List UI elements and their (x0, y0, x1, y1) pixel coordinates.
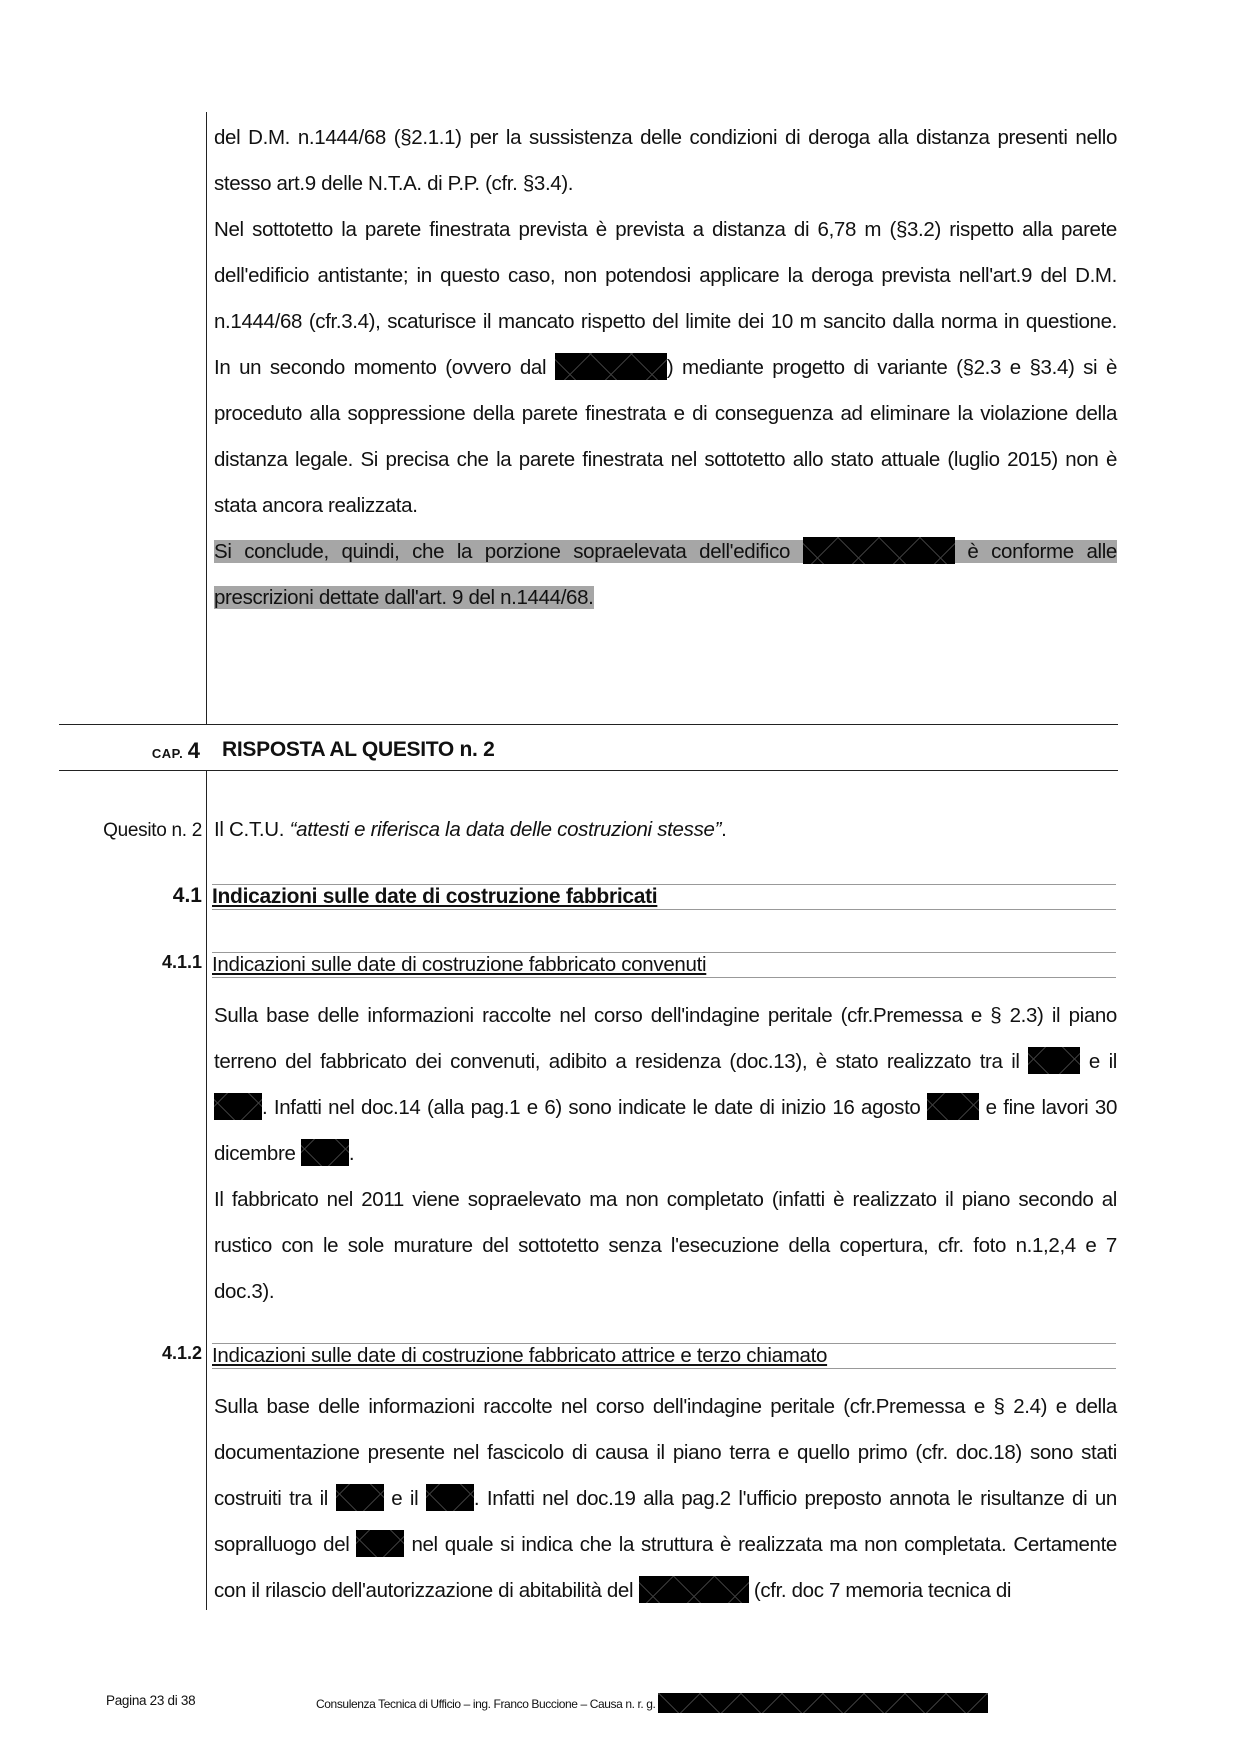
paragraph-attrice-dates (214, 1384, 1117, 1614)
paragraph-text: (cfr. doc 7 memoria tecnica di (748, 1579, 1012, 1602)
paragraph-text: Sulla base delle informazioni raccolte nel corso dell'indagine peritale (cfr.Premessa e § 2.4) e della documentazione presente nel fascicolo di causa il piano terra e quello primo (cfr. doc.18) sono stati costruiti tra il (214, 1395, 1117, 1510)
paragraph-text: Sulla base delle informazioni raccolte nel corso dell'indagine peritale (cfr.Premessa e § 2.3) il piano terreno del fabbricato dei convenuti, adibito a residenza (doc.13), è stato realizzato tra il (214, 1004, 1117, 1073)
quesito-suffix: . (721, 818, 727, 841)
paragraph-deroga (214, 115, 1117, 207)
quesito-label: Quesito n. 2 (103, 820, 202, 841)
left-margin-rule-top (206, 112, 207, 724)
paragraph-text: e fine lavori 30 dicembre (214, 1096, 1118, 1165)
paragraph-convenuti-dates (214, 993, 1117, 1177)
paragraph-conclusion (214, 529, 1117, 621)
paragraph-text: ) mediante progetto di variante (§2.3 e §3.4) si è proceduto alla soppressione della parete finestrata e di conseguenza ad eliminare la violazione della distanza legale. Si precisa che la parete finestrata nel sottotetto allo stato attuale (luglio 2015) non è stata ancora realizzata. (214, 356, 1117, 517)
section-title-text: Indicazioni sulle date di costruzione fabbricati (212, 885, 658, 908)
paragraph-sopraelevazione (214, 1177, 1117, 1315)
subsection-number: 4.1.1 (161, 952, 202, 972)
subsection-title-text: Indicazioni sulle date di costruzione fabbricato attrice e terzo chiamato (212, 1344, 828, 1367)
paragraph-text: nel quale si indica che la struttura è realizzata ma non completata. Certamente con il rilascio dell'autorizzazione di abitabilità del (214, 1533, 1117, 1602)
highlighted-text: Si conclude, quindi, che la porzione sopraelevata dell'edifico (214, 540, 803, 563)
quesito-prefix: Il C.T.U. (214, 818, 290, 841)
chapter-rule-top (59, 724, 1118, 725)
chapter-cap: CAP. (151, 746, 184, 761)
redacted-block (555, 353, 667, 380)
chapter-label (152, 738, 200, 764)
quesito-text (214, 818, 727, 842)
chapter-rule-bottom (59, 770, 1118, 771)
paragraph-text: Il fabbricato nel 2011 viene sopraelevato ma non completato (infatti è realizzato il piano secondo al rustico con le sole murature del sottotetto senza l'esecuzione della copertura, cfr. foto n.1,2,4 e 7 doc.3). (214, 1188, 1117, 1303)
redacted-block (214, 1093, 262, 1120)
redacted-block (658, 1693, 988, 1713)
footer-text: Consulenza Tecnica di Ufficio – ing. Franco Buccione – Causa n. r. g. (316, 1697, 656, 1711)
redacted-block (803, 537, 955, 564)
subsection-title-text: Indicazioni sulle date di costruzione fabbricato convenuti (212, 953, 707, 976)
page-number: Pagina 23 di 38 (106, 1693, 196, 1708)
quesito-quote: “attesti e riferisca la data delle costruzioni stesse” (289, 818, 722, 841)
paragraph-text: Nel sottotetto la parete finestrata prevista è prevista a distanza di 6,78 m (§3.2) rispetto alla parete dell'edificio antistante; in questo caso, non potendosi applicare la deroga prevista nell'art.9 del D.M. n.1444/68 (cfr.3.4), scaturisce il mancato rispetto del limite dei 10 m sancito dalla norma in questione. In un secondo momento (ovvero dal (214, 218, 1117, 379)
redacted-block (356, 1530, 404, 1557)
paragraph-sottotetto (214, 207, 1117, 529)
footer-title (316, 1693, 988, 1713)
redacted-block (336, 1484, 384, 1511)
section-number: 4.1 (172, 884, 202, 907)
redacted-block (301, 1139, 349, 1166)
chapter-number: 4 (187, 738, 200, 763)
highlighted-text: è conforme alle prescrizioni dettate dall'art. 9 del n.1444/68. (214, 540, 1117, 609)
paragraph-text: e il (1080, 1050, 1117, 1073)
subsection-number: 4.1.2 (161, 1343, 202, 1363)
subsection-title (212, 952, 1116, 978)
redacted-block (927, 1093, 979, 1120)
paragraph-text: del D.M. n.1444/68 (§2.1.1) per la sussistenza delle condizioni di deroga alla distanza presenti nello stesso art.9 delle N.T.A. di P.P. (cfr. §3.4). (214, 126, 1117, 195)
paragraph-text: . Infatti nel doc.14 (alla pag.1 e 6) sono indicate le date di inizio 16 agosto (262, 1096, 928, 1119)
redacted-block (639, 1576, 749, 1603)
chapter-title: RISPOSTA AL QUESITO n. 2 (222, 738, 495, 761)
left-margin-rule-bottom (206, 770, 207, 1610)
section-title (212, 884, 1116, 910)
paragraph-text: . Infatti nel doc.19 alla pag.2 l'ufficio preposto annota le risultanze di un sopralluogo del (214, 1487, 1117, 1556)
subsection-title (212, 1343, 1116, 1369)
paragraph-text: e il (383, 1487, 426, 1510)
redacted-block (426, 1484, 474, 1511)
paragraph-text: . (348, 1142, 355, 1165)
redacted-block (1028, 1047, 1080, 1074)
